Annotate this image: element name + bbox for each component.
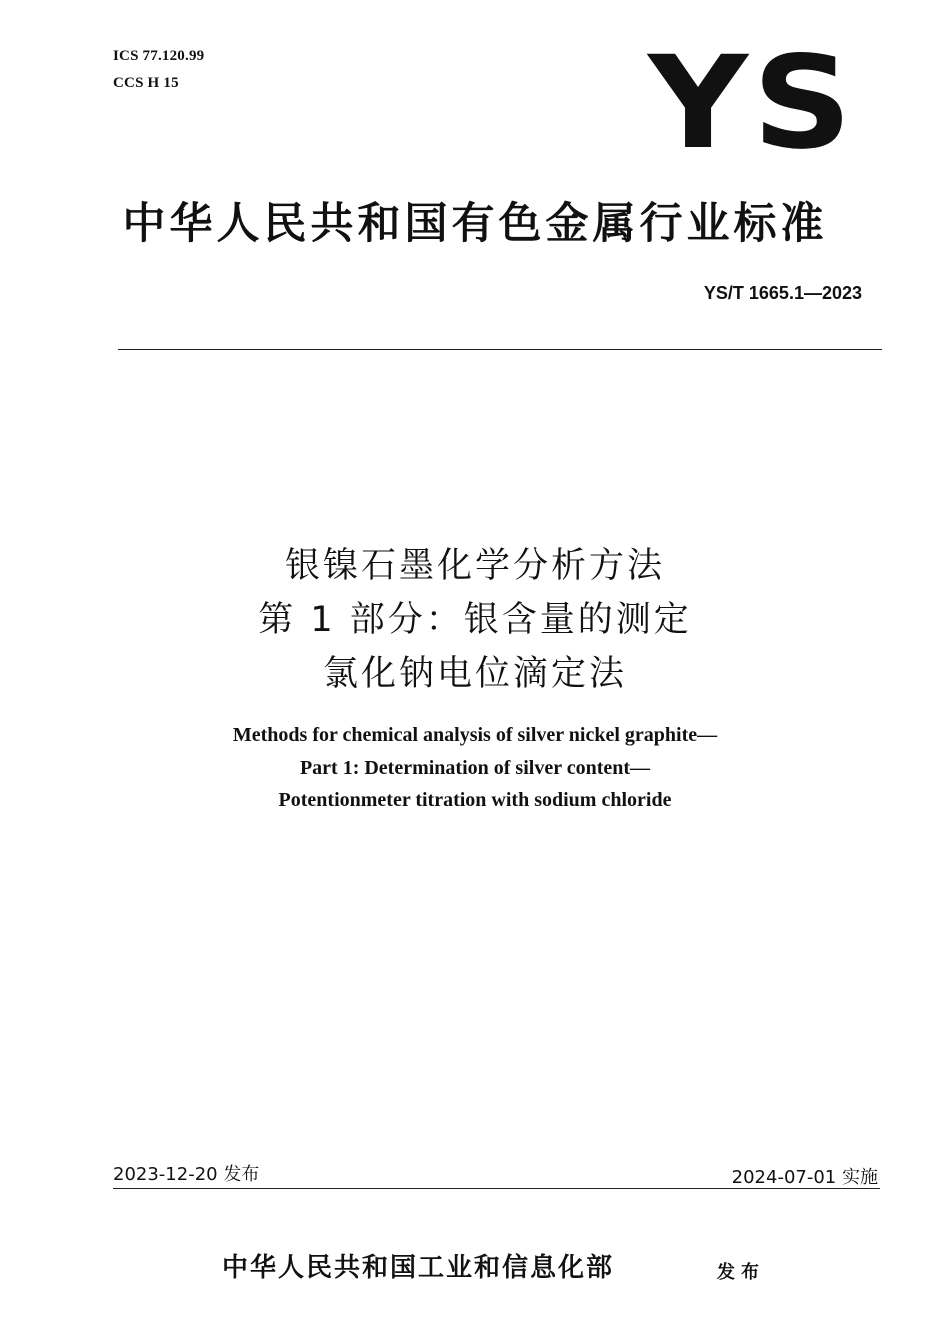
ccs-code: CCS H 15	[113, 75, 179, 91]
bottom-divider	[113, 1188, 880, 1189]
en-title-line-1: Methods for chemical analysis of silver nickel graphite—	[232, 724, 718, 746]
cn-title-line-1: 银镍石墨化学分析方法	[284, 546, 665, 586]
standard-category-title: 中华人民共和国有色金属行业标准	[122, 199, 828, 249]
publish-label: 发布	[717, 1262, 765, 1283]
standard-number: YS/T 1665.1—2023	[703, 283, 862, 303]
cn-title-line-2: 第 1 部分：银含量的测定	[258, 600, 692, 640]
ics-code: ICS 77.120.99	[113, 48, 205, 64]
ys-logo: YS	[648, 29, 857, 178]
publisher: 中华人民共和国工业和信息化部	[222, 1253, 615, 1283]
implementation-date: 2024-07-01 实施	[731, 1167, 878, 1188]
issue-date: 2023-12-20 发布	[113, 1164, 260, 1185]
en-title-line-3: Potentionmeter titration with sodium chloride	[278, 789, 672, 811]
en-title-line-2: Part 1: Determination of silver content—	[299, 757, 651, 779]
top-divider	[118, 349, 882, 350]
cn-title-line-3: 氯化钠电位滴定法	[322, 654, 627, 694]
